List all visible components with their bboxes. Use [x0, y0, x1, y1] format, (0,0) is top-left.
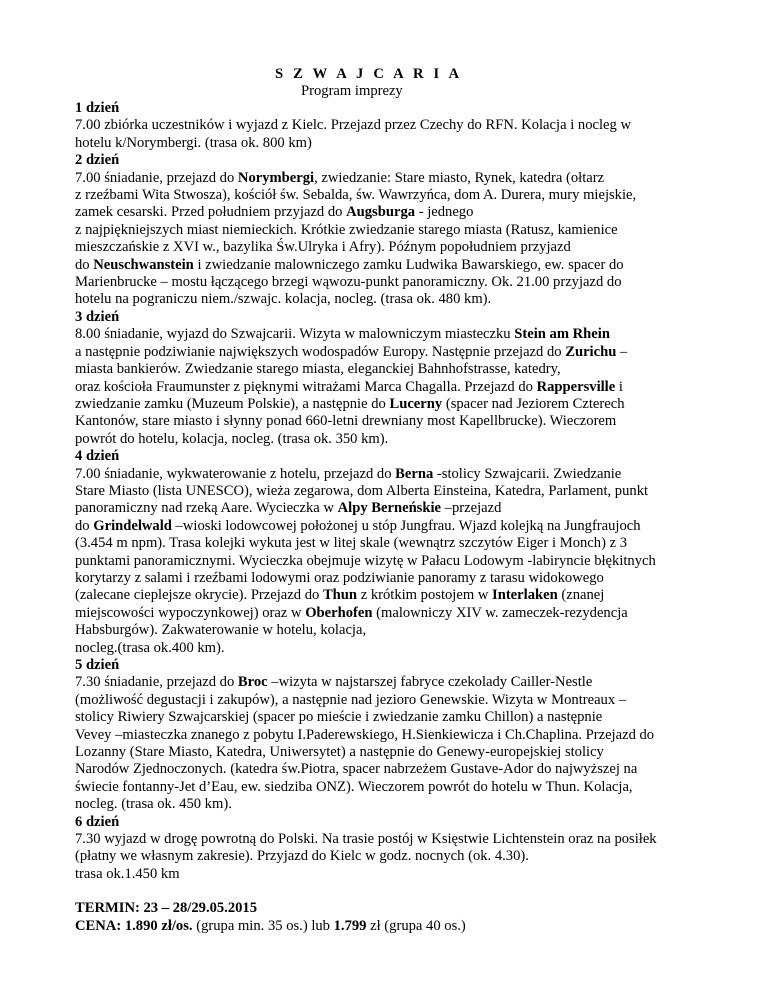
text-run: 7.30 śniadanie, przejazd do: [75, 674, 238, 691]
text-run: 7.00 śniadanie, wykwaterowanie z hotelu, przejazd do: [75, 465, 396, 482]
bold-text: Zurichu: [565, 343, 617, 360]
text-run: (zalecane cieplejsze okrycie). Przejazd do: [75, 587, 323, 604]
day-heading: 6 dzień: [75, 813, 120, 830]
bold-text: Neuschwanstein: [93, 256, 194, 273]
text-run: Narodów Zjednoczonych. (katedra św.Piotra, spacer nabrzeżem Gustave-Ador do najwyższej na: [75, 761, 638, 778]
text-run: punktami panoramicznymi. Wycieczka obejmuje wizytę w Pałacu Lodowym -labiryncie błękitnych: [75, 552, 656, 569]
text-run: nocleg.(trasa ok.400 km).: [75, 639, 225, 656]
day-text-line: [75, 535, 735, 552]
day-text-line: [75, 831, 735, 848]
day-text-line: [75, 170, 735, 187]
day-heading: 3 dzień: [75, 308, 120, 325]
day-text-line: [75, 570, 735, 587]
day-text-line: [75, 466, 735, 483]
text-run: miasta bankierów. Zwiedzanie starego miasta, eleganckiej Bahnhofstrasse, katedry,: [75, 361, 561, 378]
day-text-line: [75, 413, 735, 430]
day-text-line: [75, 222, 735, 239]
day-heading: 2 dzień: [75, 152, 120, 169]
text-run: powrót do hotelu, kolacja, nocleg. (trasa ok. 350 km).: [75, 430, 389, 447]
day-text-line: [75, 239, 735, 256]
day-section-4: [75, 448, 735, 657]
day-text-line: [75, 257, 735, 274]
text-run: do: [75, 517, 94, 534]
text-run: hotelu na pograniczu niem./szwajc. kolacja, nocleg. (trasa ok. 480 km).: [75, 291, 492, 308]
day-text-line: [75, 640, 735, 657]
bold-text: Thun: [322, 587, 358, 604]
text-run: (malowniczy XIV w. zameczek-rezydencja: [372, 604, 628, 621]
text-run: a następnie podziwianie największych wodospadów Europy. Następnie przejazd do: [75, 343, 566, 360]
day-text-line: [75, 674, 735, 691]
text-run: , zwiedzanie: Stare miasto, Rynek, katedra (ołtarz: [314, 169, 605, 186]
document-title: S Z W A J C A R I A: [275, 66, 463, 82]
text-run: -stolicy Szwajcarii. Zwiedzanie: [433, 465, 622, 482]
day-text-line: [75, 431, 735, 448]
bold-text: TERMIN: 23 – 28/29.05.2015: [75, 900, 258, 917]
bold-text: Berna: [395, 465, 434, 482]
day-heading: 5 dzień: [75, 657, 120, 673]
text-run: (grupa min. 35 os.) lub: [192, 917, 334, 934]
bold-text: Augsburga: [346, 204, 416, 221]
day-section-5: [75, 657, 735, 814]
text-run: –wizyta w najstarszej fabryce czekolady Cailler-Nestle: [267, 674, 593, 691]
day-text-line: [75, 587, 735, 604]
text-run: mieszczańskie z XVI w., bazylika Św.Ulryka i Afry). Późnym popołudniem przyjazd: [75, 239, 571, 256]
day-text-line: [75, 744, 735, 761]
day-text-line: [75, 709, 735, 726]
text-run: (spacer nad Jeziorem Czterech: [442, 395, 625, 412]
day-heading: 4 dzień: [75, 448, 120, 465]
day-text-line: [75, 866, 735, 883]
day-text-line: [75, 553, 735, 570]
day-text-line: [75, 500, 735, 517]
day-text-line: [75, 291, 735, 308]
text-run: zł (grupa 40 os.): [366, 917, 466, 934]
day-text-line: [75, 117, 735, 134]
text-run: Vevey –miasteczka znanego z pobytu I.Paderewskiego, H.Sienkiewicza i Ch.Chaplina. Przejazd do: [75, 726, 655, 743]
bold-text: CENA: 1.890 zł/os.: [75, 917, 193, 934]
text-run: oraz kościoła Fraumunster z pięknymi witrażami Marca Chagalla. Przejazd do: [75, 378, 537, 395]
text-run: (znanej: [557, 587, 605, 604]
day-heading: 1 dzień: [75, 100, 120, 116]
text-run: Marienbrucke – mostu łączącego brzegi wąwozu-punkt panoramiczny. Ok. 21.00 przyjazd do: [75, 274, 622, 291]
day-text-line: [75, 692, 735, 709]
day-section-1: [75, 100, 735, 152]
bold-text: Broc: [237, 674, 268, 691]
text-run: z krótkim postojem w: [357, 587, 493, 604]
terms-line: [75, 918, 735, 935]
text-run: Kantonów, stare miasto i słynny ponad 660-letni drewniany most Kapellbrucke). Wieczorem: [75, 413, 617, 430]
day-text-line: [75, 396, 735, 413]
day-text-line: [75, 727, 735, 744]
day-text-line: [75, 135, 735, 152]
text-run: 7.00 śniadanie, przejazd do: [75, 169, 238, 186]
program-content: [75, 100, 735, 935]
day-section-2: [75, 152, 735, 309]
terms-and-price: [75, 900, 735, 935]
text-run: (możliwość degustacji i zakupów), a następnie nad jezioro Genewskie. Wizyta w Montreaux –: [75, 691, 627, 708]
bold-text: Grindelwald: [93, 517, 172, 534]
text-run: i: [615, 378, 623, 395]
text-run: 7.00 zbiórka uczestników i wyjazd z Kielc. Przejazd przez Czechy do RFN. Kolacja i nocleg w: [75, 117, 631, 134]
bold-text: 1.799: [333, 917, 367, 934]
document-subtitle: Program imprezy: [301, 83, 403, 99]
text-run: do: [75, 256, 94, 273]
day-text-line: [75, 779, 735, 796]
text-run: z rzeźbami Wita Stwosza), kościół św. Sebalda, św. Wawrzyńca, dom A. Durera, mury miejskie,: [75, 187, 637, 204]
bold-text: Norymbergi: [237, 169, 315, 186]
text-run: - jednego: [415, 204, 474, 221]
day-text-line: [75, 326, 735, 343]
bold-text: Alpy Berneńskie: [337, 500, 442, 517]
bold-text: Lucerny: [389, 395, 443, 412]
text-run: i zwiedzanie malowniczego zamku Ludwika Bawarskiego, ew. spacer do: [193, 256, 624, 273]
text-run: 7.30 wyjazd w drogę powrotną do Polski. Na trasie postój w Księstwie Lichtenstein oraz na posiłek: [75, 831, 657, 848]
text-run: stolicy Riwiery Szwajcarskiej (spacer po mieście i zwiedzanie zamku Chillon) a następnie: [75, 709, 603, 726]
bold-text: Interlaken: [492, 587, 558, 604]
text-run: zamek cesarski. Przed południem przyjazd do: [75, 204, 347, 221]
text-run: Stare Miasto (lista UNESCO), wieża zegarowa, dom Alberta Einsteina, Katedra, Parlament, punkt: [75, 482, 649, 499]
day-text-line: [75, 361, 735, 378]
day-text-line: [75, 483, 735, 500]
terms-line: [75, 900, 735, 917]
text-run: (płatny we własnym zakresie). Przyjazd do Kielc w godz. nocnych (ok. 4.30).: [75, 848, 529, 865]
spacer: [75, 883, 735, 900]
text-run: –wioski lodowcowej położonej u stóp Jungfrau. Wjazd kolejką na Jungfraujoch: [171, 517, 641, 534]
day-text-line: [75, 622, 735, 639]
text-run: 8.00 śniadanie, wyjazd do Szwajcarii. Wizyta w malowniczym miasteczku: [75, 326, 515, 343]
day-text-line: [75, 379, 735, 396]
text-run: Habsburgów). Zakwaterowanie w hotelu, kolacja,: [75, 622, 367, 639]
text-run: (3.454 m npm). Trasa kolejki wykuta jest w litej skale (wewnątrz szczytów Eiger i Monch) z 3: [75, 535, 628, 552]
day-section-6: [75, 814, 735, 884]
bold-text: Oberhofen: [305, 604, 373, 621]
bold-text: Stein am Rhein: [514, 326, 610, 343]
day-text-line: [75, 848, 735, 865]
text-run: panoramiczny nad rzeką Aare. Wycieczka w: [75, 500, 338, 517]
text-run: Lozanny (Stare Miasto, Katedra, Uniwersytet) a następnie do Genewy-europejskiej stolicy: [75, 744, 604, 761]
day-text-line: [75, 344, 735, 361]
text-run: z najpiękniejszych miast niemieckich. Krótkie zwiedzanie starego miasta (Ratusz, kamienice: [75, 221, 618, 238]
text-run: –: [616, 343, 628, 360]
day-text-line: [75, 204, 735, 221]
text-run: nocleg. (trasa ok. 450 km).: [75, 796, 232, 813]
day-text-line: [75, 796, 735, 813]
text-run: –przejazd: [441, 500, 502, 517]
day-text-line: [75, 518, 735, 535]
day-text-line: [75, 187, 735, 204]
text-run: miejscowości wypoczynkowej) oraz w: [75, 604, 306, 621]
text-run: hotelu k/Norymbergi. (trasa ok. 800 km): [75, 134, 312, 151]
bold-text: Rappersville: [536, 378, 616, 395]
text-run: świecie fontanny-Jet d’Eau, ew. siedziba ONZ). Wieczorem powrót do hotelu w Thun. Kolacja,: [75, 778, 633, 795]
day-text-line: [75, 274, 735, 291]
day-text-line: [75, 761, 735, 778]
day-section-3: [75, 309, 735, 448]
text-run: trasa ok.1.450 km: [75, 865, 180, 882]
text-run: zwiedzanie zamku (Muzeum Polskie), a następnie do: [75, 395, 390, 412]
text-run: korytarzy z salami i rzeźbami lodowymi oraz podziwianie panoramy z tarasu widokowego: [75, 569, 604, 586]
day-text-line: [75, 605, 735, 622]
